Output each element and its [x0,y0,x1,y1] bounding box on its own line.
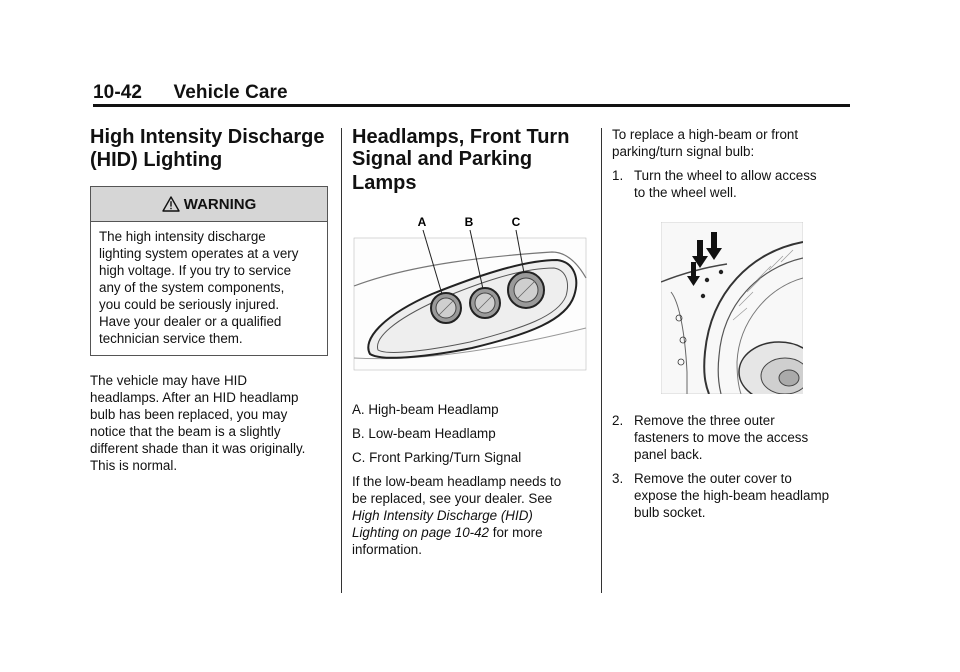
legend-item-c: C. Front Parking/Turn Signal [352,450,522,465]
legend-item-b: B. Low-beam Headlamp [352,426,496,441]
column-headlamps [352,126,587,558]
label-c: C [511,216,521,229]
figure-legend [352,401,587,466]
warning-box [90,186,328,356]
warning-label: WARNING [183,195,257,213]
warning-header [91,187,327,222]
hid-intro-paragraph: The vehicle may have HID headlamps. After an HID headlamp bulb has been replaced, you may notice that the beam is a slightly different shade than it was originally. This is normal. [90,373,306,473]
section-title: Vehicle Care [173,82,288,103]
headlamp-illustration [352,216,587,384]
page-header [93,82,288,104]
wheel-well-illustration [661,222,803,394]
hid-cross-reference[interactable]: High Intensity Discharge (HID) [352,508,533,523]
low-beam-paragraph: If the low-beam headlamp needs to be replaced, see your dealer. See High Intensity Discharge (HID) Lighting on page 10-42 for more information. [352,474,562,557]
step-2: 2. Remove the three outer fasteners to move the access panel back. [612,413,809,462]
hid-heading: High Intensity Discharge (HID) Lighting [90,126,325,171]
column-hid-lighting [90,126,330,474]
replace-intro: To replace a high-beam or front parking/turn signal bulb: [612,127,799,159]
column-replace-bulb [612,126,852,521]
label-a: A [417,216,427,229]
step-3: 3. Remove the outer cover to expose the high-beam headlamp bulb socket. [612,471,830,520]
header-rule [93,104,850,107]
warning-triangle-icon [162,196,180,212]
headlamps-heading: Headlamps, Front Turn Signal and Parking Lamps [352,126,570,194]
legend-item-a: A. High-beam Headlamp [352,402,499,417]
column-divider [601,128,602,593]
step-1: 1. Turn the wheel to allow access to the wheel well. [612,168,817,200]
page-cross-reference[interactable]: Lighting on page 10-42 [352,525,489,540]
label-b: B [464,216,474,229]
column-divider [341,128,342,593]
page-number: 10-42 [93,82,143,103]
warning-text: The high intensity discharge lighting system operates at a very high voltage. If you try to service any of the system components, you could be seriously injured. Have your dealer or a qualified technician service them. [99,229,299,346]
